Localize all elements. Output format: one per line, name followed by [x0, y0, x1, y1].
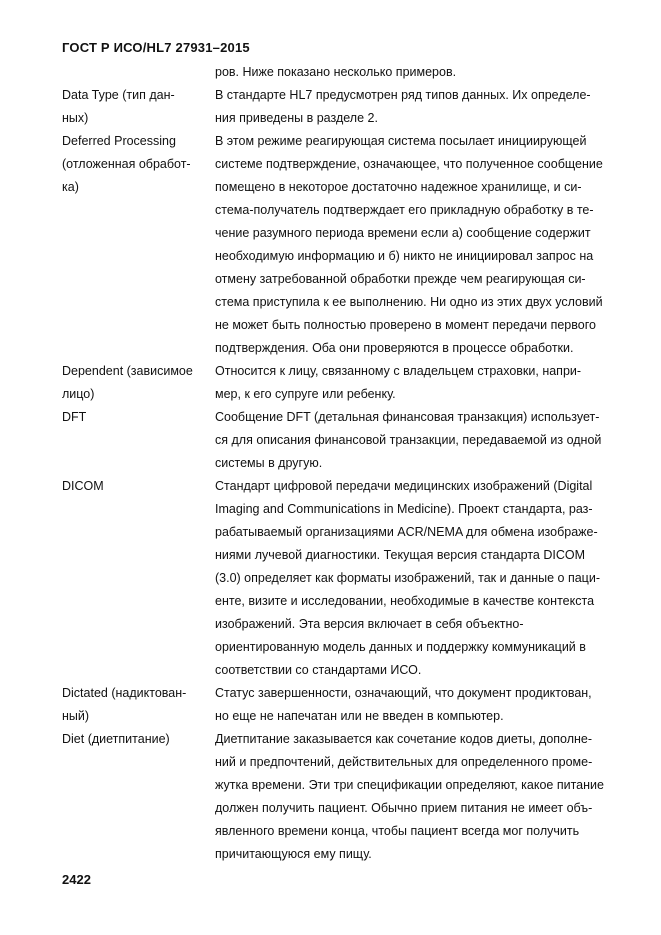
definition-line: жутка времени. Эти три спецификации определяют, какое питание	[215, 778, 604, 792]
glossary-term	[62, 728, 215, 866]
definition-line: ров. Ниже показано несколько примеров.	[215, 65, 457, 79]
definition-line: явленного времени конца, чтобы пациент всегда мог получить	[215, 824, 580, 838]
definition-line: ния приведены в разделе 2.	[215, 111, 378, 125]
definition-line: ориентированную модель данных и поддержку коммуникаций в	[215, 640, 586, 654]
glossary-term	[62, 406, 215, 475]
definition-line: системе подтверждение, означающее, что полученное сообщение	[215, 157, 603, 171]
definition-line: Диетпитание заказывается как сочетание кодов диеты, дополне-	[215, 732, 593, 746]
term-line: лицо)	[62, 387, 95, 401]
definition-line: рабатываемый организациями ACR/NEMA для обмена изображе-	[215, 525, 598, 539]
definition-line: не может быть полностью проверено в момент передачи первого	[215, 318, 596, 332]
definition-line: стема-получатель подтверждает его прикладную обработку в те-	[215, 203, 594, 217]
glossary-term	[62, 61, 215, 84]
definition-line: чение разумного периода времени если а) сообщение содержит	[215, 226, 591, 240]
term-line: Diet (диетпитание)	[62, 732, 170, 746]
definition-line: подтверждения. Оба они проверяются в процессе обработки.	[215, 341, 574, 355]
page-number: 2422	[62, 872, 91, 887]
document-header: ГОСТ Р ИСО/HL7 27931–2015	[62, 40, 250, 55]
definition-line: системы в другую.	[215, 456, 323, 470]
glossary-definition	[215, 728, 634, 866]
term-line: ных)	[62, 111, 89, 125]
glossary-definition	[215, 682, 634, 728]
definition-line: ний и предпочтений, действительных для определенного проме-	[215, 755, 593, 769]
definition-line: В этом режиме реагирующая система посылает инициирующей	[215, 134, 587, 148]
glossary-entry-continuation	[62, 61, 634, 84]
glossary-entry-diet	[62, 728, 634, 866]
term-line: (отложенная обработ-	[62, 157, 191, 171]
definition-line: мер, к его супруге или ребенку.	[215, 387, 396, 401]
term-line: ка)	[62, 180, 79, 194]
definition-line: соответствии со стандартами ИСО.	[215, 663, 422, 677]
glossary-entry-dft	[62, 406, 634, 475]
definition-line: но еще не напечатан или не введен в компьютер.	[215, 709, 504, 723]
glossary-definition	[215, 406, 634, 475]
glossary-term	[62, 130, 215, 360]
term-line: Data Type (тип дан-	[62, 88, 175, 102]
definition-line: изображений. Эта версия включает в себя объектно-	[215, 617, 524, 631]
definition-line: помещено в некоторое достаточно надежное хранилище, и си-	[215, 180, 582, 194]
term-line: Deferred Processing	[62, 134, 176, 148]
glossary-entry-deferred-processing	[62, 130, 634, 360]
glossary-definition	[215, 475, 634, 682]
glossary-term	[62, 475, 215, 682]
term-line: ный)	[62, 709, 90, 723]
definition-line: ниями лучевой диагностики. Текущая версия стандарта DICOM	[215, 548, 586, 562]
glossary-entry-dictated	[62, 682, 634, 728]
definition-line: Относится к лицу, связанному с владельцем страховки, напри-	[215, 364, 582, 378]
definition-line: Стандарт цифровой передачи медицинских изображений (Digital	[215, 479, 593, 493]
definition-line: стема приступила к ее выполнению. Ни одно из этих двух условий	[215, 295, 603, 309]
definition-line: (3.0) определяет как форматы изображений, так и данные о паци-	[215, 571, 600, 585]
term-line: DFT	[62, 410, 87, 424]
definition-line: Сообщение DFT (детальная финансовая транзакция) использует-	[215, 410, 600, 424]
glossary-entry-data-type	[62, 84, 634, 130]
glossary-definition	[215, 61, 634, 84]
definition-line: ся для описания финансовой транзакции, передаваемой из одной	[215, 433, 602, 447]
definition-line: Imaging and Communications in Medicine). Проект стандарта, раз-	[215, 502, 593, 516]
definition-line: должен получить пациент. Обычно прием питания не имеет объ-	[215, 801, 593, 815]
definition-line: необходимую информацию и б) никто не инициировал запрос на	[215, 249, 594, 263]
glossary-term	[62, 84, 215, 130]
definition-line: енте, визите и исследовании, необходимые в качестве контекста	[215, 594, 595, 608]
definition-line: отмену затребованной обработки прежде чем реагирующая си-	[215, 272, 586, 286]
glossary-term	[62, 360, 215, 406]
glossary-entry-dicom	[62, 475, 634, 682]
term-line: Dictated (надиктован-	[62, 686, 187, 700]
definition-line: причитающуюся ему пищу.	[215, 847, 372, 861]
term-line: Dependent (зависимое	[62, 364, 193, 378]
glossary-definition	[215, 130, 634, 360]
glossary-definition	[215, 360, 634, 406]
definition-line: Статус завершенности, означающий, что документ продиктован,	[215, 686, 592, 700]
glossary-term	[62, 682, 215, 728]
definition-line: В стандарте HL7 предусмотрен ряд типов данных. Их определе-	[215, 88, 591, 102]
glossary-content	[62, 61, 634, 866]
term-line: DICOM	[62, 479, 104, 493]
glossary-definition	[215, 84, 634, 130]
glossary-entry-dependent	[62, 360, 634, 406]
